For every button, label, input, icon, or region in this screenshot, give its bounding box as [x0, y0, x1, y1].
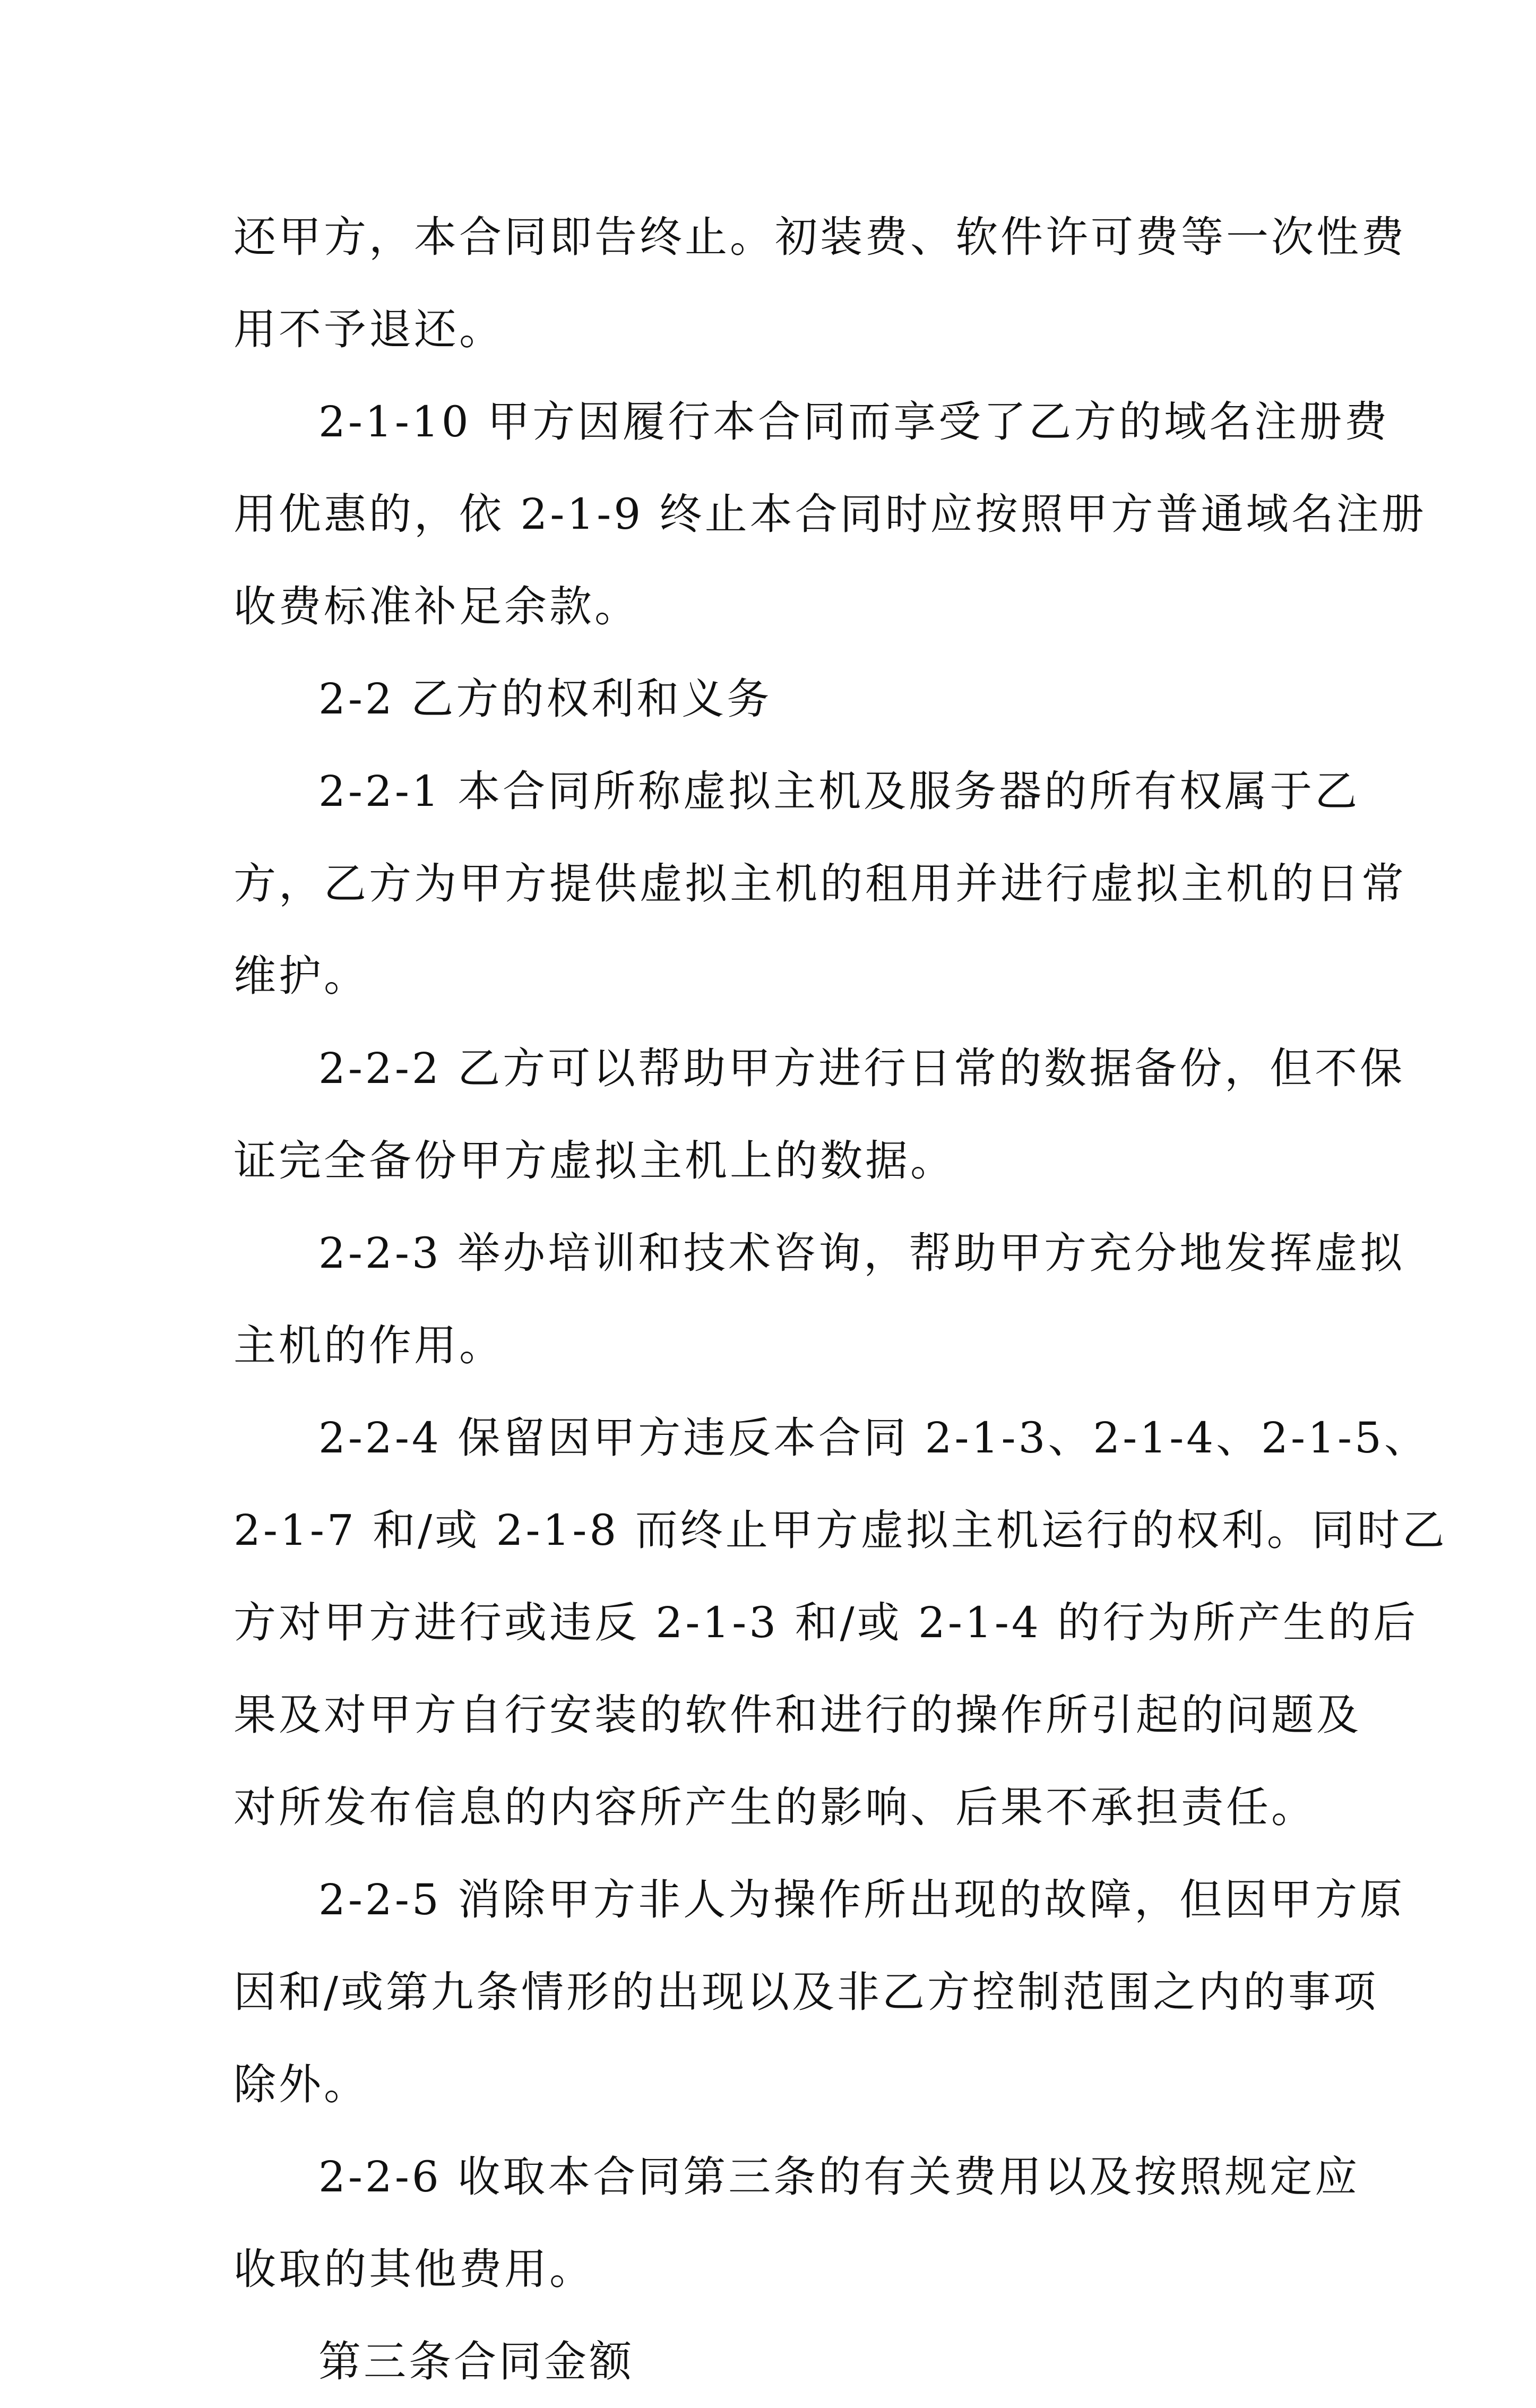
clause-2-1-10: 2-1-10 甲方因履行本合同而享受了乙方的域名注册费 [318, 397, 1390, 446]
text-line: 还甲方，本合同即告终止。初装费、软件许可费等一次性费 [234, 212, 1406, 262]
text-line: 用优惠的，依 2-1-9 终止本合同时应按照甲方普通域名注册 [234, 489, 1427, 539]
text-line: 收取的其他费用。 [234, 2244, 594, 2294]
text-line: 证完全备份甲方虚拟主机上的数据。 [234, 1136, 955, 1185]
text-line: 因和/或第九条情形的出现以及非乙方控制范围之内的事项 [234, 1967, 1378, 2017]
text-line: 除外。 [234, 2060, 369, 2109]
text-line: 对所发布信息的内容所产生的影响、后果不承担责任。 [234, 1783, 1316, 1832]
text-line: 2-1-7 和/或 2-1-8 而终止甲方虚拟主机运行的权利。同时乙 [234, 1506, 1447, 1555]
clause-2-2-1: 2-2-1 本合同所称虚拟主机及服务器的所有权属于乙 [318, 767, 1360, 816]
text-line: 收费标准补足余款。 [234, 582, 640, 631]
text-line: 果及对甲方自行安装的软件和进行的操作所引起的问题及 [234, 1690, 1361, 1740]
text-line: 方对甲方进行或违反 2-1-3 和/或 2-1-4 的行为所产生的后 [234, 1598, 1419, 1647]
text-line: 用不予退还。 [234, 305, 504, 354]
text-line: 主机的作用。 [234, 1321, 504, 1370]
document-body [234, 191, 1447, 2408]
clause-2-2-2: 2-2-2 乙方可以帮助甲方进行日常的数据备份，但不保 [318, 1044, 1405, 1093]
clause-2-2-6: 2-2-6 收取本合同第三条的有关费用以及按照规定应 [318, 2152, 1360, 2201]
clause-2-2-4: 2-2-4 保留因甲方违反本合同 2-1-3、2-1-4、2-1-5、 [318, 1413, 1429, 1463]
clause-2-2-5: 2-2-5 消除甲方非人为操作所出现的故障，但因甲方原 [318, 1875, 1405, 1924]
text-line: 方，乙方为甲方提供虚拟主机的租用并进行虚拟主机的日常 [234, 859, 1406, 908]
section-heading-2-2: 2-2 乙方的权利和义务 [318, 674, 772, 724]
text-line: 维护。 [234, 951, 369, 1001]
section-heading-article-3: 第三条合同金额 [318, 2337, 634, 2386]
clause-2-2-3: 2-2-3 举办培训和技术咨询，帮助甲方充分地发挥虚拟 [318, 1228, 1405, 1278]
